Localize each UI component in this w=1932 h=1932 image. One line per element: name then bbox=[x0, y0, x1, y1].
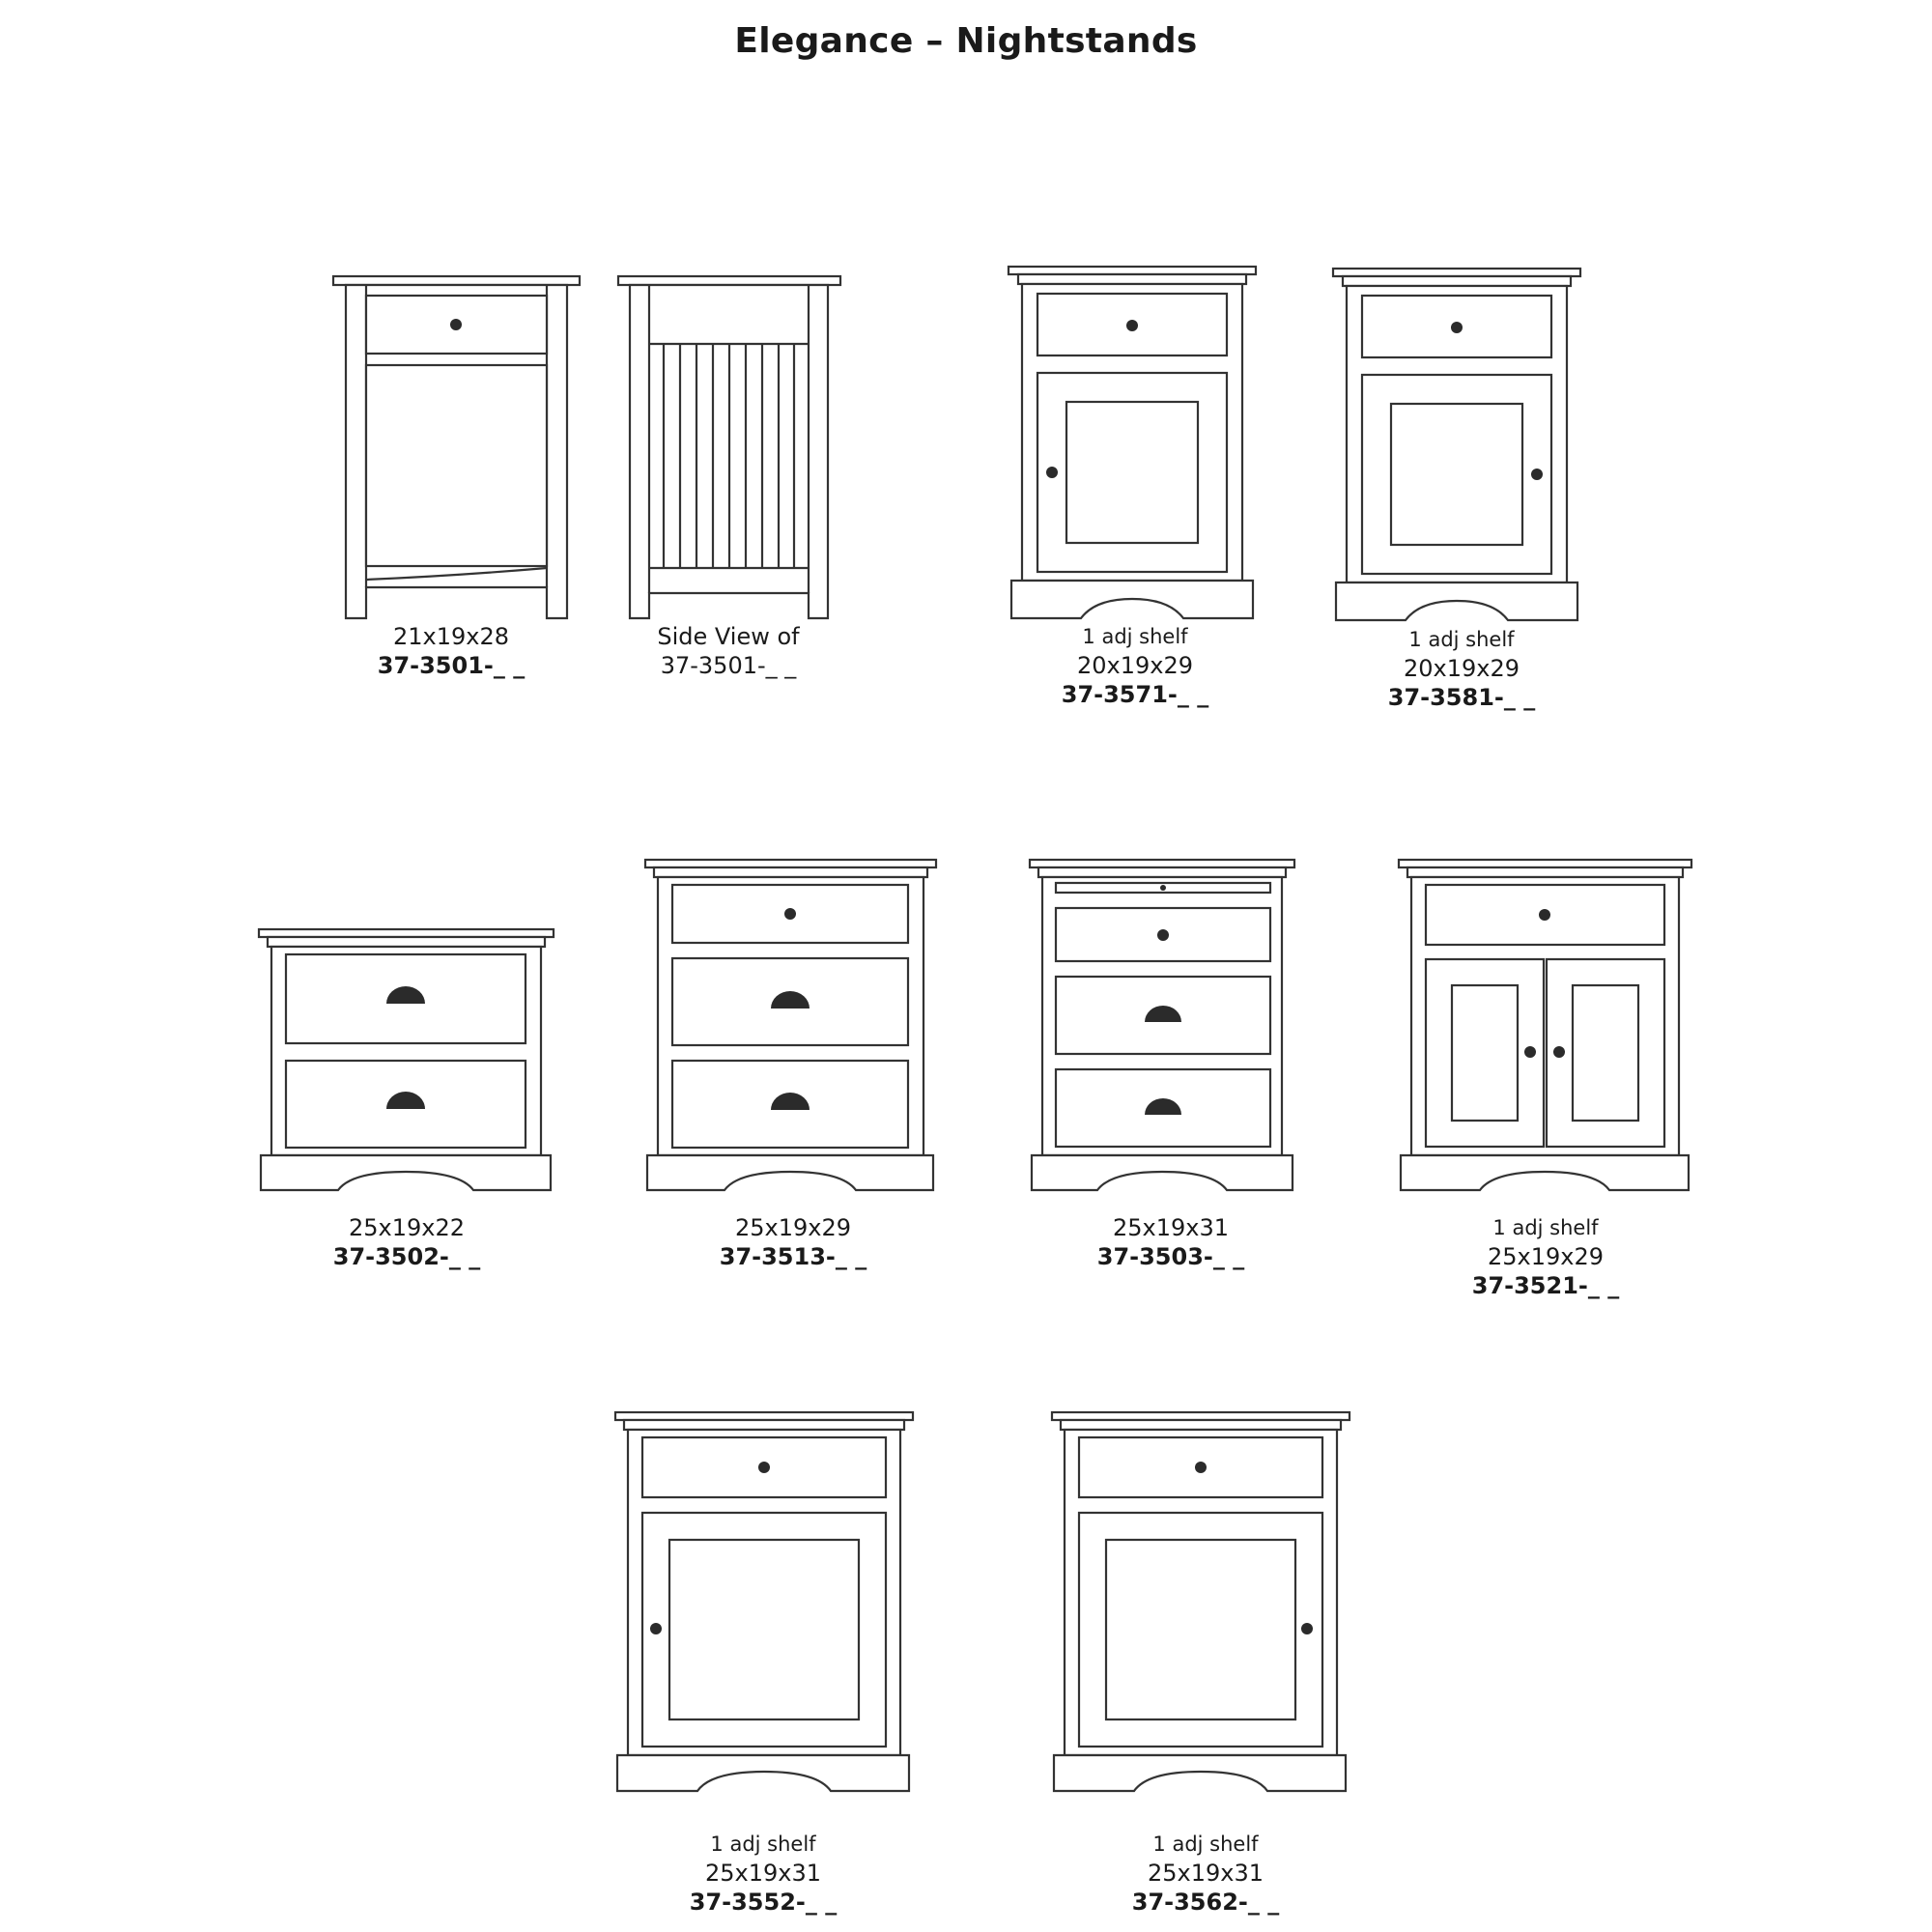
dimensions: 21x19x28 bbox=[392, 623, 510, 650]
caption-3581 bbox=[1288, 625, 1635, 712]
drawer-knob-icon bbox=[758, 1462, 770, 1473]
dimensions: Side View of bbox=[657, 623, 800, 650]
dimensions: 25x19x29 bbox=[1487, 1243, 1605, 1270]
dimensions: 20x19x29 bbox=[1403, 655, 1520, 682]
shelf-note: 1 adj shelf bbox=[710, 1833, 816, 1856]
caption-3502 bbox=[233, 1213, 581, 1271]
tray-knob-icon bbox=[1160, 885, 1166, 891]
nightstand-3562 bbox=[1052, 1412, 1350, 1791]
product-code: 37-3581-_ _ bbox=[1387, 684, 1536, 711]
shelf-note: 1 adj shelf bbox=[1152, 1833, 1259, 1856]
caption-3503 bbox=[997, 1213, 1345, 1271]
nightstand-3521 bbox=[1399, 860, 1691, 1190]
caption-3501-side bbox=[554, 622, 902, 680]
shelf-note: 1 adj shelf bbox=[1492, 1216, 1599, 1239]
drawer-knob-icon bbox=[1126, 320, 1138, 331]
door-knob-icon bbox=[1531, 469, 1543, 480]
dimensions: 25x19x31 bbox=[1112, 1214, 1230, 1241]
product-code: 37-3501-_ _ bbox=[377, 652, 526, 679]
dimensions: 25x19x31 bbox=[1147, 1860, 1264, 1887]
product-code: 37-3562-_ _ bbox=[1131, 1889, 1280, 1916]
dimensions: 20x19x29 bbox=[1076, 652, 1194, 679]
shelf-note: 1 adj shelf bbox=[1408, 628, 1515, 651]
caption-3521 bbox=[1372, 1213, 1719, 1300]
nightstand-3581 bbox=[1333, 269, 1580, 620]
drawer-knob-icon bbox=[1157, 929, 1169, 941]
caption-3513 bbox=[619, 1213, 967, 1271]
product-code: 37-3513-_ _ bbox=[719, 1243, 867, 1270]
drawer-knob-icon bbox=[784, 908, 796, 920]
dimensions: 25x19x29 bbox=[734, 1214, 852, 1241]
dimensions: 25x19x22 bbox=[348, 1214, 466, 1241]
product-code: 37-3501-_ _ bbox=[660, 652, 797, 679]
door-knob-icon bbox=[1046, 467, 1058, 478]
drawer-knob-icon bbox=[1451, 322, 1463, 333]
door-knob-icon bbox=[1553, 1046, 1565, 1058]
door-knob-icon bbox=[1524, 1046, 1536, 1058]
caption-3562 bbox=[1032, 1830, 1379, 1917]
nightstand-3502 bbox=[259, 929, 554, 1190]
nightstand-3501-side bbox=[618, 276, 840, 618]
nightstand-3501-front bbox=[333, 276, 580, 618]
nightstand-3503 bbox=[1030, 860, 1294, 1190]
caption-3571 bbox=[961, 622, 1309, 709]
door-knob-icon bbox=[1301, 1623, 1313, 1634]
dimensions: 25x19x31 bbox=[704, 1860, 822, 1887]
product-code: 37-3571-_ _ bbox=[1061, 681, 1209, 708]
product-code: 37-3552-_ _ bbox=[689, 1889, 838, 1916]
product-code: 37-3503-_ _ bbox=[1096, 1243, 1245, 1270]
drawer-knob-icon bbox=[1539, 909, 1550, 921]
product-code: 37-3502-_ _ bbox=[332, 1243, 481, 1270]
caption-3552 bbox=[589, 1830, 937, 1917]
page-title: Elegance – Nightstands bbox=[734, 21, 1198, 61]
drawer-knob-icon bbox=[450, 319, 462, 330]
product-code: 37-3521-_ _ bbox=[1471, 1272, 1620, 1299]
nightstand-3552 bbox=[615, 1412, 913, 1791]
door-knob-icon bbox=[650, 1623, 662, 1634]
nightstand-3571 bbox=[1009, 267, 1256, 618]
shelf-note: 1 adj shelf bbox=[1082, 625, 1188, 648]
nightstand-3513 bbox=[645, 860, 936, 1190]
drawer-knob-icon bbox=[1195, 1462, 1207, 1473]
